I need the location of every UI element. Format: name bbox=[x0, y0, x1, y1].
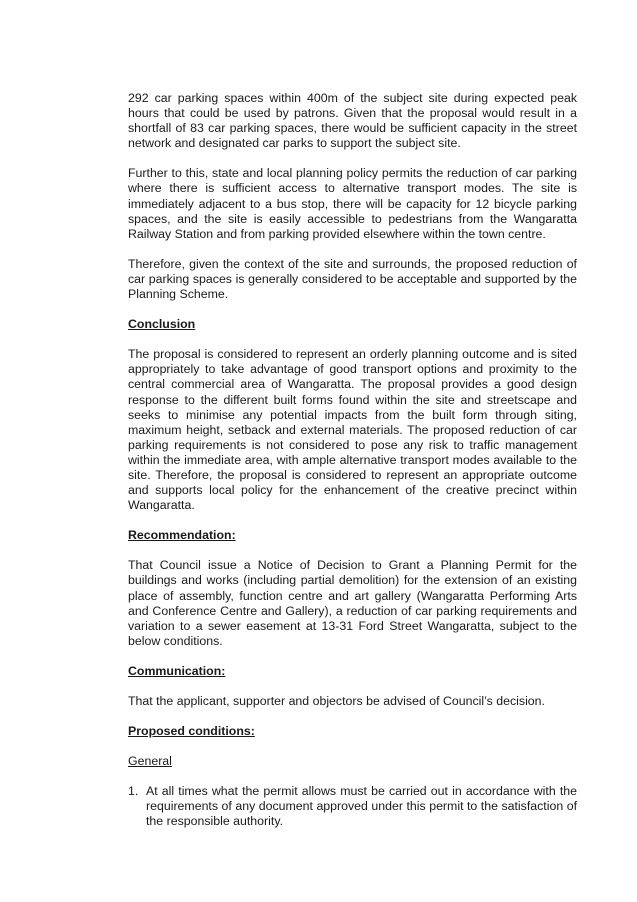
document-page bbox=[128, 91, 577, 830]
recommendation-text: That Council issue a Notice of Decision to Grant a Planning Permit for the buildings and works (including partial demolition) for the extension of an existing place of assembly, function centre and art gallery (Wangaratta Performing Arts and Conference Centre and Gallery), a reduction of car parking requirements and variation to a sewer easement at 13-31 Ford Street Wangaratta, subject to the below conditions. bbox=[128, 558, 577, 648]
condition-number: 1. bbox=[128, 784, 139, 799]
conclusion-heading: Conclusion bbox=[128, 317, 196, 332]
proposed-conditions-heading: Proposed conditions: bbox=[128, 724, 255, 739]
paragraph-parking-reduction-summary: Therefore, given the context of the site and surrounds, the proposed reduction of car parking spaces is generally considered to be acceptable and supported by the Planning Scheme. bbox=[128, 256, 577, 302]
paragraph-alternative-transport: Further to this, state and local planning policy permits the reduction of car parking where there is sufficient access to alternative transport modes. The site is immediately adjacent to a bus stop, there will be capacity for 12 bicycle parking spaces, and the site is easily accessible to pedestrians from the Wangaratta Railway Station and from parking provided elsewhere within the town centre. bbox=[128, 166, 577, 241]
communication-heading: Communication: bbox=[128, 663, 226, 678]
condition-text: At all times what the permit allows must be carried out in accordance with the requirements of any document approved under this permit to the satisfaction of the responsible authority. bbox=[146, 784, 577, 829]
general-subheading: General bbox=[128, 754, 172, 769]
recommendation-heading: Recommendation: bbox=[128, 528, 236, 543]
communication-text: That the applicant, supporter and objectors be advised of Council’s decision. bbox=[128, 694, 545, 708]
paragraph-parking-capacity: 292 car parking spaces within 400m of the subject site during expected peak hours that could be used by patrons. Given that the proposal would result in a shortfall of 83 car parking spaces, there would be sufficient capacity in the street network and designated car parks to support the subject site. bbox=[128, 91, 577, 151]
conclusion-text: The proposal is considered to represent an orderly planning outcome and is sited appropriately to take advantage of good transport options and proximity to the central commercial area of Wangaratta. The proposal provides a good design response to the different built forms found within the site and streetscape and seeks to minimise any potential impacts from the built form through siting, maximum height, setback and external materials. The proposed reduction of car parking requirements is not considered to pose any risk to traffic management within the immediate area, with ample alternative transport modes available to the site. Therefore, the proposal is considered to represent an appropriate outcome and supports local policy for the enhancement of the creative precinct within Wangaratta. bbox=[128, 347, 577, 513]
condition-item bbox=[128, 784, 577, 829]
